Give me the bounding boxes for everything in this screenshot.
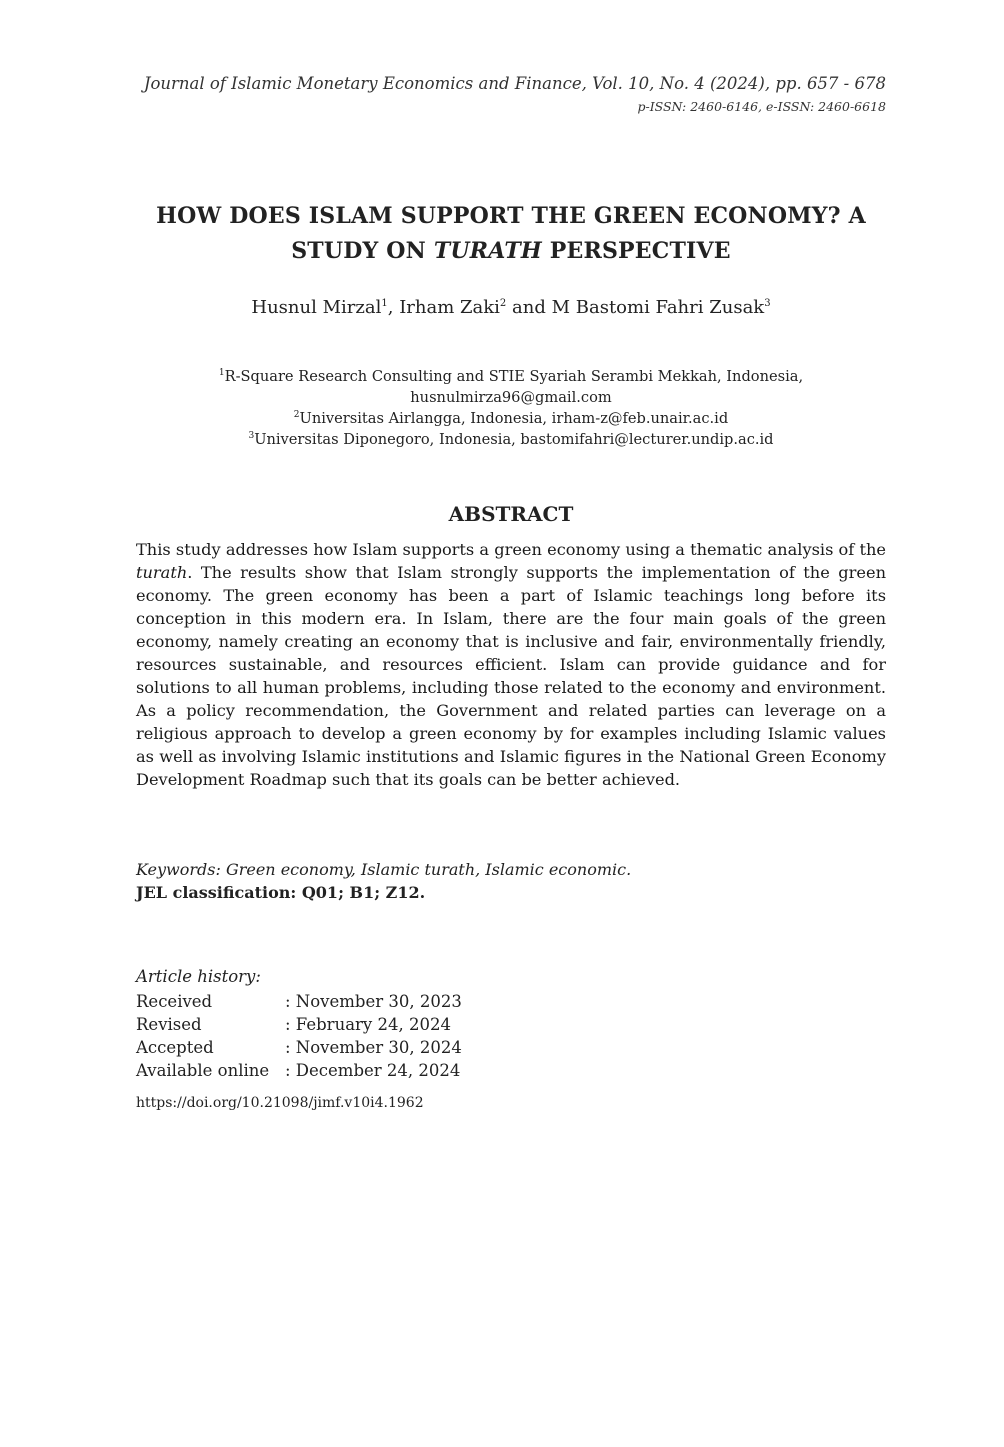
title-line-2-italic: TURATH [433, 238, 542, 264]
title-line-1: HOW DOES ISLAM SUPPORT THE GREEN ECONOMY? A [156, 203, 866, 229]
history-row [136, 1036, 462, 1059]
affiliation-1 [136, 366, 886, 387]
affiliation-text: Universitas Diponegoro, Indonesia, bastomifahri@lecturer.undip.ac.id [254, 431, 774, 448]
history-row [136, 1013, 462, 1036]
author-affiliation-mark: 1 [381, 298, 388, 309]
author-affiliation-mark: 2 [499, 298, 507, 309]
article-history [136, 990, 462, 1082]
journal-citation: Journal of Islamic Monetary Economics and Finance, Vol. 10, No. 4 (2024), pp. 657 - 678 [143, 74, 886, 93]
author-separator: , [387, 297, 400, 318]
abstract-text-1: This study addresses how Islam supports a green economy using a thematic analysis of the [136, 540, 886, 559]
abstract-body [136, 538, 886, 791]
affiliation-text: R-Square Research Consulting and STIE Syariah Serambi Mekkah, Indonesia, [224, 368, 804, 385]
abstract-text-2: . The results show that Islam strongly supports the implementation of the green economy. The green economy has been a part of Islamic teachings long before its conception in this modern era. In Islam, there are the four main goals of the green economy, namely creating an economy that is inclusive and fair, environmentally friendly, resources sustainable, and resources efficient. Islam can provide guidance and for solutions to all human problems, including those related to the economy and environment. As a policy recommendation, the Government and related parties can leverage on a religious approach to develop a green economy by for examples including Islamic values as well as involving Islamic institutions and Islamic figures in the National Green Economy Development Roadmap such that its goals can be better achieved. [136, 563, 886, 789]
title-line-2-post: PERSPECTIVE [541, 238, 731, 264]
author-affiliation-mark: 3 [764, 298, 771, 309]
title-line-2-pre: STUDY ON [291, 238, 434, 264]
doi-link[interactable]: https://doi.org/10.21098/jimf.v10i4.1962 [136, 1095, 424, 1111]
affiliation-mark: 3 [248, 431, 255, 442]
history-value: : November 30, 2024 [285, 1038, 462, 1057]
history-label: Revised [136, 1015, 202, 1034]
article-history-title: Article history: [136, 967, 261, 986]
affiliation-mark: 1 [218, 368, 225, 379]
history-row [136, 1059, 462, 1082]
affiliation-2 [136, 408, 886, 429]
affiliation-list [136, 366, 886, 450]
abstract-heading: ABSTRACT [448, 502, 574, 526]
jel-classification: JEL classification: Q01; B1; Z12. [136, 883, 426, 902]
affiliation-mark: 2 [293, 410, 300, 421]
abstract-italic-term: turath [136, 563, 188, 582]
author-separator: and [506, 297, 552, 318]
history-value: : February 24, 2024 [285, 1015, 451, 1034]
history-label: Accepted [136, 1038, 214, 1057]
history-label: Received [136, 992, 213, 1011]
affiliation-3 [136, 429, 886, 450]
title-line-2 [136, 234, 886, 269]
author-name: Irham Zaki [399, 297, 500, 318]
author-name: Husnul Mirzal [251, 297, 382, 318]
history-value: : December 24, 2024 [285, 1061, 461, 1080]
author-name: M Bastomi Fahri Zusak [551, 297, 765, 318]
affiliation-1-email: husnulmirza96@gmail.com [410, 389, 612, 406]
keywords: Keywords: Green economy, Islamic turath, Islamic economic. [136, 860, 632, 879]
history-value: : November 30, 2023 [285, 992, 462, 1011]
history-row [136, 990, 462, 1013]
paper-title [136, 199, 886, 269]
affiliation-text: Universitas Airlangga, Indonesia, irham-z@feb.unair.ac.id [299, 410, 729, 427]
author-list [136, 297, 886, 318]
journal-issn: p-ISSN: 2460-6146, e-ISSN: 2460-6618 [637, 99, 886, 114]
history-label: Available online [136, 1061, 270, 1080]
